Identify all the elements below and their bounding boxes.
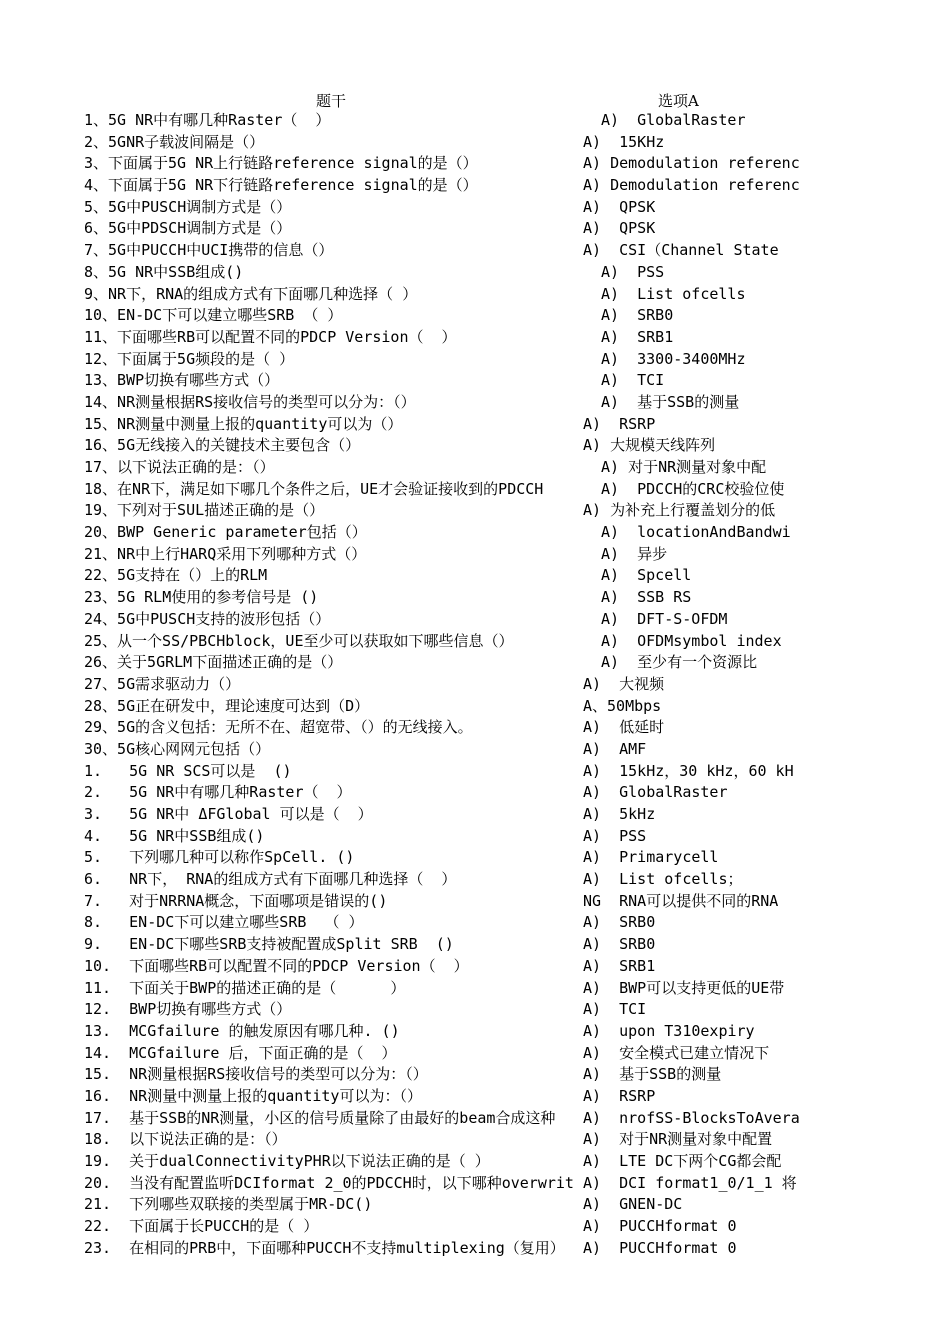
option-a-text: A) nrofSS-BlocksToAvera <box>583 1108 800 1127</box>
question-text: 24、5G中PUSCH支持的波形包括（） <box>84 609 331 628</box>
question-row <box>0 587 950 609</box>
question-row <box>0 479 950 501</box>
question-text: 4、下面属于5G NR下行链路reference signal的是（） <box>84 176 478 195</box>
option-a-text: A) RSRP <box>583 1086 656 1105</box>
question-row <box>0 500 950 522</box>
question-row <box>0 1086 950 1108</box>
option-a-text: A) GlobalRaster <box>583 783 728 802</box>
option-a-text: A) 基于SSB的测量 <box>601 392 740 411</box>
option-a-text: A) Primarycell <box>583 848 719 867</box>
question-row <box>0 522 950 544</box>
option-a-text: A) 大视频 <box>583 674 665 693</box>
question-row <box>0 392 950 414</box>
option-a-text: A) GNEN-DC <box>583 1195 683 1214</box>
question-row <box>0 1108 950 1130</box>
question-text: 8. EN-DC下可以建立哪些SRB （ ） <box>84 913 364 932</box>
question-row <box>0 1129 950 1151</box>
question-row <box>0 847 950 869</box>
question-text: 22. 下面属于长PUCCH的是（ ） <box>84 1217 319 1236</box>
option-a-text: A) locationAndBandwi <box>601 523 791 542</box>
question-text: 10、EN-DC下可以建立哪些SRB （ ） <box>84 306 343 325</box>
option-a-text: A) Spcell <box>601 566 692 585</box>
option-a-text: A) OFDMsymbol index <box>601 631 782 650</box>
question-text: 30、5G核心网网元包括（） <box>84 739 271 758</box>
option-a-text: A) 大规模天线阵列 <box>583 436 716 455</box>
question-row <box>0 110 950 132</box>
question-row <box>0 218 950 240</box>
question-text: 16、5G无线接入的关键技术主要包含（） <box>84 436 361 455</box>
question-row <box>0 696 950 718</box>
option-a-text: A) 5kHz <box>583 805 656 823</box>
question-text: 22、5G支持在（）上的RLM <box>84 566 268 585</box>
question-text: 11、下面哪些RB可以配置不同的PDCP Version（ ） <box>84 327 457 346</box>
question-row <box>0 761 950 783</box>
question-text: 23. 在相同的PRB中，下面哪种PUCCH不支持multiplexing（复用） <box>84 1238 565 1257</box>
option-a-text: A) List ofcells； <box>583 870 743 889</box>
question-row <box>0 197 950 219</box>
option-a-text: A) 基于SSB的测量 <box>583 1065 722 1084</box>
option-a-text: A) 异步 <box>601 544 668 563</box>
question-row <box>0 1043 950 1065</box>
question-row <box>0 1216 950 1238</box>
question-row <box>0 739 950 761</box>
question-text: 19. 关于dualConnectivityPHR以下说法正确的是（ ） <box>84 1152 490 1170</box>
question-text: 6、5G中PDSCH调制方式是（） <box>84 219 292 238</box>
option-a-text: A) 对于NR测量对象中配 <box>601 458 767 476</box>
question-text: 1、5G NR中有哪几种Raster（ ） <box>84 111 331 129</box>
question-text: 1. 5G NR SCS可以是 () <box>84 761 292 780</box>
option-a-text: A) Demodulation referenc <box>583 176 800 195</box>
question-row <box>0 891 950 913</box>
question-row <box>0 1021 950 1043</box>
question-text: 17、以下说法正确的是：（） <box>84 458 275 476</box>
question-row <box>0 826 950 848</box>
question-text: 25、从一个SS/PBCHblock，UE至少可以获取如下哪些信息（） <box>84 631 514 650</box>
option-a-text: A) LTE DC下两个CG都会配 <box>583 1152 782 1170</box>
question-row <box>0 132 950 154</box>
question-row <box>0 327 950 349</box>
question-text: 21. 下列哪些双联接的类型属于MR-DC() <box>84 1195 373 1214</box>
question-text: 7、5G中PUCCH中UCI携带的信息（） <box>84 241 334 260</box>
question-row <box>0 370 950 392</box>
question-text: 12. BWP切换有哪些方式（） <box>84 1000 292 1019</box>
question-row <box>0 717 950 739</box>
option-a-text: A) PUCCHformat 0 <box>583 1238 737 1257</box>
option-a-text: A) DFT-S-OFDM <box>601 609 728 628</box>
question-row <box>0 153 950 175</box>
option-a-text: A) PSS <box>583 826 647 845</box>
option-a-text: A) SRB0 <box>583 913 656 932</box>
question-row <box>0 175 950 197</box>
question-text: 27、5G需求驱动力（） <box>84 674 241 693</box>
option-a-text: A、50Mbps <box>583 696 662 715</box>
question-row <box>0 457 950 479</box>
question-row <box>0 262 950 284</box>
option-a-text: A) SSB RS <box>601 588 692 607</box>
option-a-text: A) CSI（Channel State <box>583 241 779 260</box>
question-text: 5、5G中PUSCH调制方式是（） <box>84 197 292 216</box>
option-a-text: A) RSRP <box>583 414 656 433</box>
question-row <box>0 934 950 956</box>
option-a-text: A) 安全模式已建立情况下 <box>583 1043 770 1062</box>
question-text: 28、5G正在研发中，理论速度可达到（D） <box>84 696 370 715</box>
question-text: 29、5G的含义包括：无所不在、超宽带、（）的无线接入。 <box>84 718 473 737</box>
question-row <box>0 999 950 1021</box>
option-a-text: A) 15KHz <box>583 132 665 151</box>
question-text: 14. MCGfailure 后，下面正确的是（ ） <box>84 1043 397 1062</box>
option-a-text: A) 至少有一个资源比 <box>601 653 758 672</box>
option-a-text: A) QPSK <box>583 219 656 238</box>
option-a-text: A) SRB0 <box>583 935 656 954</box>
question-row <box>0 544 950 566</box>
option-a-text: A) 对于NR测量对象中配置 <box>583 1130 773 1149</box>
option-a-column-header: 选项A <box>658 92 699 110</box>
question-text: 20. 当没有配置监听DCIformat 2_0的PDCCH时，以下哪种overwrit <box>84 1173 574 1192</box>
question-text: 11. 下面关于BWP的描述正确的是（ ） <box>84 978 406 997</box>
option-a-text: A) SRB0 <box>601 306 674 325</box>
option-a-text: A) PDCCH的CRC校验位使 <box>601 479 785 498</box>
question-row <box>0 305 950 327</box>
question-row <box>0 782 950 804</box>
question-text: 4. 5G NR中SSB组成() <box>84 826 265 845</box>
question-rows <box>0 110 950 1259</box>
option-a-text: A) GlobalRaster <box>601 111 746 129</box>
question-text: 2. 5G NR中有哪几种Raster（ ） <box>84 783 352 802</box>
question-row <box>0 674 950 696</box>
option-a-text: A) AMF <box>583 739 647 758</box>
question-text: 16. NR测量中测量上报的quantity可以为：（） <box>84 1086 422 1105</box>
option-a-text: A) BWP可以支持更低的UE带 <box>583 978 785 997</box>
option-a-text: A) 低延时 <box>583 718 665 737</box>
option-a-text: A) 3300-3400MHz <box>601 349 746 368</box>
option-a-text: A) TCI <box>583 1000 647 1019</box>
question-row <box>0 284 950 306</box>
option-a-text: NG RNA可以提供不同的RNA <box>583 891 779 910</box>
question-row <box>0 1238 950 1260</box>
question-row <box>0 804 950 826</box>
question-text: 8、5G NR中SSB组成() <box>84 262 244 281</box>
option-a-text: A) List ofcells <box>601 284 746 303</box>
question-text: 18. 以下说法正确的是：（） <box>84 1130 287 1149</box>
option-a-text: A) TCI <box>601 371 665 390</box>
question-text: 13. MCGfailure 的触发原因有哪几种. () <box>84 1021 400 1040</box>
question-row <box>0 652 950 674</box>
option-a-text: A) DCI format1_0/1_1 将 <box>583 1173 797 1192</box>
option-a-text: A) PSS <box>601 262 665 281</box>
question-column-header: 题干 <box>316 92 347 110</box>
question-row <box>0 956 950 978</box>
question-text: 10. 下面哪些RB可以配置不同的PDCP Version（ ） <box>84 956 469 975</box>
option-a-text: A) 15kHz，30 kHz，60 kH <box>583 761 794 780</box>
option-a-text: A) PUCCHformat 0 <box>583 1217 737 1236</box>
question-row <box>0 1064 950 1086</box>
question-row <box>0 1173 950 1195</box>
question-text: 14、NR测量根据RS接收信号的类型可以分为：（） <box>84 392 416 411</box>
question-text: 20、BWP Generic parameter包括（） <box>84 523 367 542</box>
question-text: 9. EN-DC下哪些SRB支持被配置成Split SRB () <box>84 935 454 954</box>
question-text: 12、下面属于5G频段的是（ ） <box>84 349 295 368</box>
question-row <box>0 912 950 934</box>
question-text: 3、下面属于5G NR上行链路reference signal的是（） <box>84 154 478 173</box>
option-a-text: A) upon T310expiry <box>583 1021 755 1040</box>
question-text: 13、BWP切换有哪些方式（） <box>84 371 280 390</box>
option-a-text: A) QPSK <box>583 197 656 216</box>
question-text: 5. 下列哪几种可以称作SpCell. () <box>84 848 355 867</box>
option-a-text: A) Demodulation referenc <box>583 154 800 173</box>
question-text: 6. NR下， RNA的组成方式有下面哪几种选择（ ） <box>84 870 457 889</box>
question-row <box>0 414 950 436</box>
question-row <box>0 1151 950 1173</box>
question-text: 15. NR测量根据RS接收信号的类型可以分为：（） <box>84 1065 428 1084</box>
question-text: 17. 基于SSB的NR测量，小区的信号质量除了由最好的beam合成这种 <box>84 1108 556 1127</box>
question-row <box>0 349 950 371</box>
question-row <box>0 565 950 587</box>
question-row <box>0 978 950 1000</box>
question-row <box>0 240 950 262</box>
question-text: 26、关于5GRLM下面描述正确的是（） <box>84 653 343 672</box>
question-text: 19、下列对于SUL描述正确的是（） <box>84 501 325 520</box>
question-row <box>0 869 950 891</box>
option-a-text: A) SRB1 <box>601 327 674 346</box>
question-text: 9、NR下，RNA的组成方式有下面哪几种选择（ ） <box>84 284 418 303</box>
question-text: 23、5G RLM使用的参考信号是 () <box>84 588 319 607</box>
question-row <box>0 1194 950 1216</box>
question-text: 15、NR测量中测量上报的quantity可以为（） <box>84 414 403 433</box>
question-row <box>0 631 950 653</box>
question-text: 7. 对于NRRNA概念，下面哪项是错误的() <box>84 891 388 910</box>
question-text: 18、在NR下，满足如下哪几个条件之后，UE才会验证接收到的PDCCH <box>84 479 544 498</box>
question-text: 3. 5G NR中 ΔFGlobal 可以是（ ） <box>84 805 373 823</box>
option-a-text: A) 为补充上行覆盖划分的低 <box>583 501 776 520</box>
question-row <box>0 435 950 457</box>
question-text: 21、NR中上行HARQ采用下列哪种方式（） <box>84 544 367 563</box>
question-row <box>0 609 950 631</box>
option-a-text: A) SRB1 <box>583 956 656 975</box>
question-text: 2、5GNR子载波间隔是（） <box>84 132 265 151</box>
